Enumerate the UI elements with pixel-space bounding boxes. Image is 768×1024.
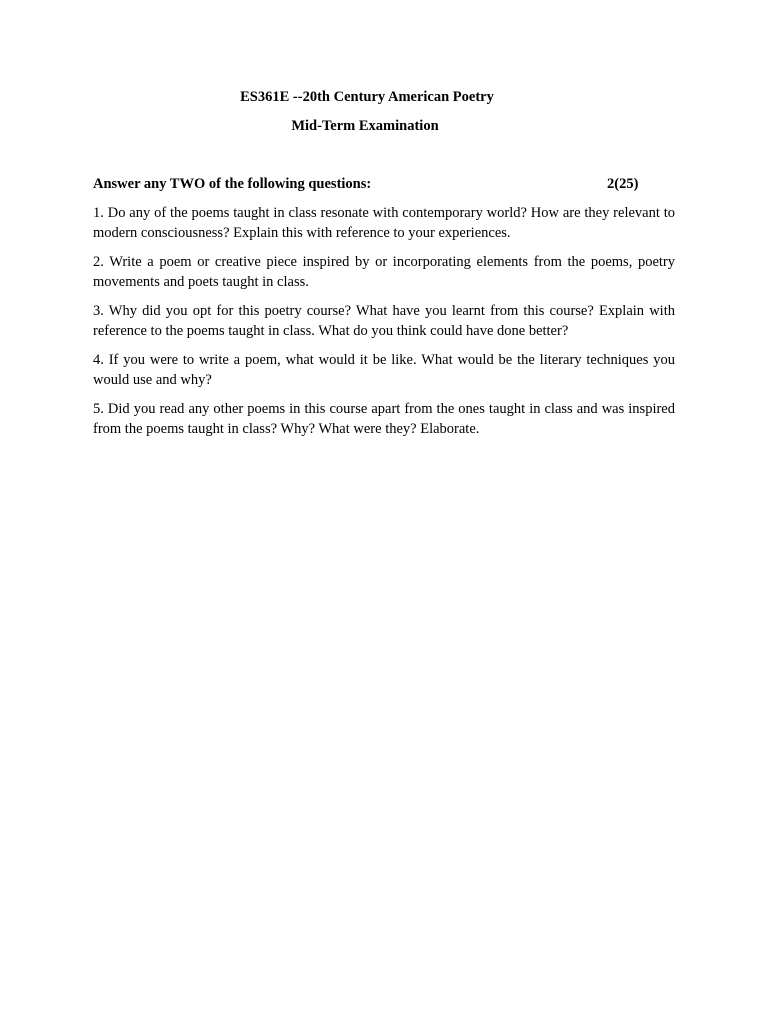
instructions-text: Answer any TWO of the following questions:: [93, 176, 372, 192]
question-1: 1. Do any of the poems taught in class resonate with contemporary world? How are they relevant to modern consciousness? Explain this with reference to your experiences.: [93, 205, 675, 241]
instructions-line: [93, 175, 675, 193]
question-5: 5. Did you read any other poems in this course apart from the ones taught in class and was inspired from the poems taught in class? Why? What were they? Elaborate.: [93, 401, 675, 437]
course-title: ES361E --20th Century American Poetry: [240, 89, 494, 105]
exam-title: Mid-Term Examination: [291, 118, 439, 134]
question-4: 4. If you were to write a poem, what would it be like. What would be the literary techniques you would use and why?: [93, 352, 675, 388]
question-3: 3. Why did you opt for this poetry course? What have you learnt from this course? Explain with reference to the poems taught in class. What do you think could have done better?: [93, 303, 675, 339]
marks-allocation: 2(25): [607, 176, 639, 192]
question-2: 2. Write a poem or creative piece inspired by or incorporating elements from the poems, poetry movements and poets taught in class.: [93, 254, 675, 290]
question-list: [93, 203, 675, 448]
